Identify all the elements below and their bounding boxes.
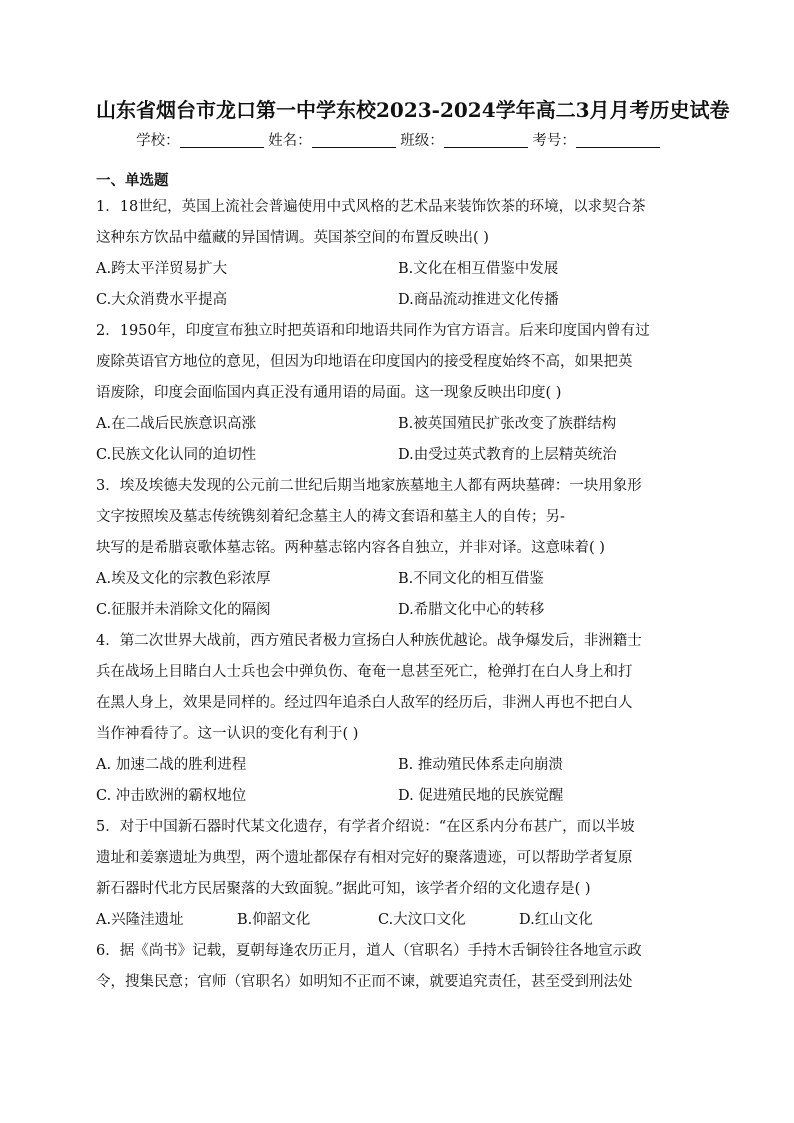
class-label: 班级： — [400, 133, 444, 149]
question-6 — [96, 936, 700, 998]
question-text-line: 令，搜集民意；官师（官职名）如明知不正而不谏，就要追究责任，甚至受到刑法处 — [96, 974, 633, 990]
question-text-line: 废除英语官方地位的意见，但因为印地语在印度国内的接受程度始终不高，如果把英 — [96, 354, 633, 370]
question-text-line: 2．1950年，印度宣布独立时把英语和印地语共同作为官方语言。后来印度国内曾有过 — [96, 323, 650, 339]
option-B[interactable]: B.文化在相互借鉴中发展 — [398, 261, 559, 277]
option-A[interactable]: A.兴隆洼遗址 — [96, 912, 184, 928]
option-A[interactable]: A. 加速二战的胜利进程 — [96, 757, 247, 773]
question-1 — [96, 192, 700, 254]
option-D[interactable]: D.希腊文化中心的转移 — [398, 602, 545, 618]
option-D[interactable]: D.红山文化 — [519, 912, 593, 928]
question-text-line: 1．18世纪，英国上流社会普遍使用中式风格的艺术品来装饰饮茶的环境，以求契合茶 — [96, 199, 646, 215]
school-label: 学校： — [136, 133, 180, 149]
question-2 — [96, 316, 700, 409]
option-B[interactable]: B. 推动殖民体系走向崩溃 — [398, 757, 563, 773]
option-D[interactable]: D.商品流动推进文化传播 — [398, 292, 559, 308]
question-text-line: 文字按照埃及墓志传统镌刻着纪念墓主人的祷文套语和墓主人的自传；另- — [96, 509, 565, 525]
student-info-line — [96, 130, 700, 152]
question-text-line: 新石器时代北方民居聚落的大致面貌。”据此可知，该学者介绍的文化遗存是( ) — [96, 881, 591, 897]
exam-title: 山东省烟台市龙口第一中学东校2023-2024学年高二3月月考历史试卷 — [96, 98, 730, 122]
option-B[interactable]: B.仰韶文化 — [237, 912, 311, 928]
option-C[interactable]: C.大众消费水平提高 — [96, 292, 228, 308]
question-text-line: 兵在战场上目睹白人士兵也会中弹负伤、奄奄一息甚至死亡，枪弹打在白人身上和打 — [96, 664, 633, 680]
options-group — [96, 409, 700, 471]
option-A[interactable]: A.跨太平洋贸易扩大 — [96, 261, 228, 277]
options-group — [96, 905, 700, 936]
question-text-line: 语废除，印度会面临国内真正没有通用语的局面。这一现象反映出印度( ) — [96, 385, 562, 401]
school-blank[interactable] — [180, 133, 264, 148]
option-C[interactable]: C.征服并未消除文化的隔阂 — [96, 602, 271, 618]
options-group — [96, 564, 700, 626]
option-A[interactable]: A.埃及文化的宗教色彩浓厚 — [96, 571, 271, 587]
question-5 — [96, 812, 700, 905]
exam-number-label: 考号： — [532, 133, 576, 149]
question-text-line: 5．对于中国新石器时代某文化遗存，有学者介绍说：“在区系内分布甚广，而以半坡 — [96, 819, 635, 835]
option-B[interactable]: B.不同文化的相互借鉴 — [398, 571, 544, 587]
name-label: 姓名： — [268, 133, 312, 149]
options-group — [96, 254, 700, 316]
question-4 — [96, 626, 700, 750]
question-text-line: 当作神看待了。这一认识的变化有利于( ) — [96, 726, 359, 742]
question-text-line: 6．据《尚书》记载，夏朝每逢农历正月，道人（官职名）手持木舌铜铃往各地宣示政 — [96, 943, 642, 959]
question-text-line: 4．第二次世界大战前，西方殖民者极力宣扬白人种族优越论。战争爆发后，非洲籍士 — [96, 633, 642, 649]
option-C[interactable]: C.民族文化认同的迫切性 — [96, 447, 257, 463]
option-D[interactable]: D.由受过英式教育的上层精英统治 — [398, 447, 617, 463]
class-blank[interactable] — [444, 133, 528, 148]
option-C[interactable]: C. 冲击欧洲的霸权地位 — [96, 788, 247, 804]
question-text-line: 遗址和姜寨遗址为典型，两个遗址都保存有相对完好的聚落遗迹，可以帮助学者复原 — [96, 850, 633, 866]
question-list — [96, 192, 700, 998]
options-group — [96, 750, 700, 812]
question-text-line: 这种东方饮品中蕴藏的异国情调。英国茶空间的布置反映出( ) — [96, 230, 489, 246]
exam-page — [96, 96, 730, 998]
option-C[interactable]: C.大汶口文化 — [378, 912, 466, 928]
name-blank[interactable] — [312, 133, 396, 148]
option-A[interactable]: A.在二战后民族意识高涨 — [96, 416, 257, 432]
question-3 — [96, 471, 700, 564]
exam-number-blank[interactable] — [576, 133, 660, 148]
option-B[interactable]: B.被英国殖民扩张改变了族群结构 — [398, 416, 617, 432]
question-text-line: 3．埃及埃德夫发现的公元前二世纪后期当地家族墓地主人都有两块墓碑：一块用象形 — [96, 478, 642, 494]
question-text-line: 块写的是希腊哀歌体墓志铭。两种墓志铭内容各自独立，并非对译。这意味着( ) — [96, 540, 605, 556]
question-text-line: 在黑人身上，效果是同样的。经过四年追杀白人敌军的经历后，非洲人再也不把白人 — [96, 695, 633, 711]
section-heading: 一、单选题 — [96, 172, 169, 189]
option-D[interactable]: D. 促进殖民地的民族觉醒 — [398, 788, 564, 804]
